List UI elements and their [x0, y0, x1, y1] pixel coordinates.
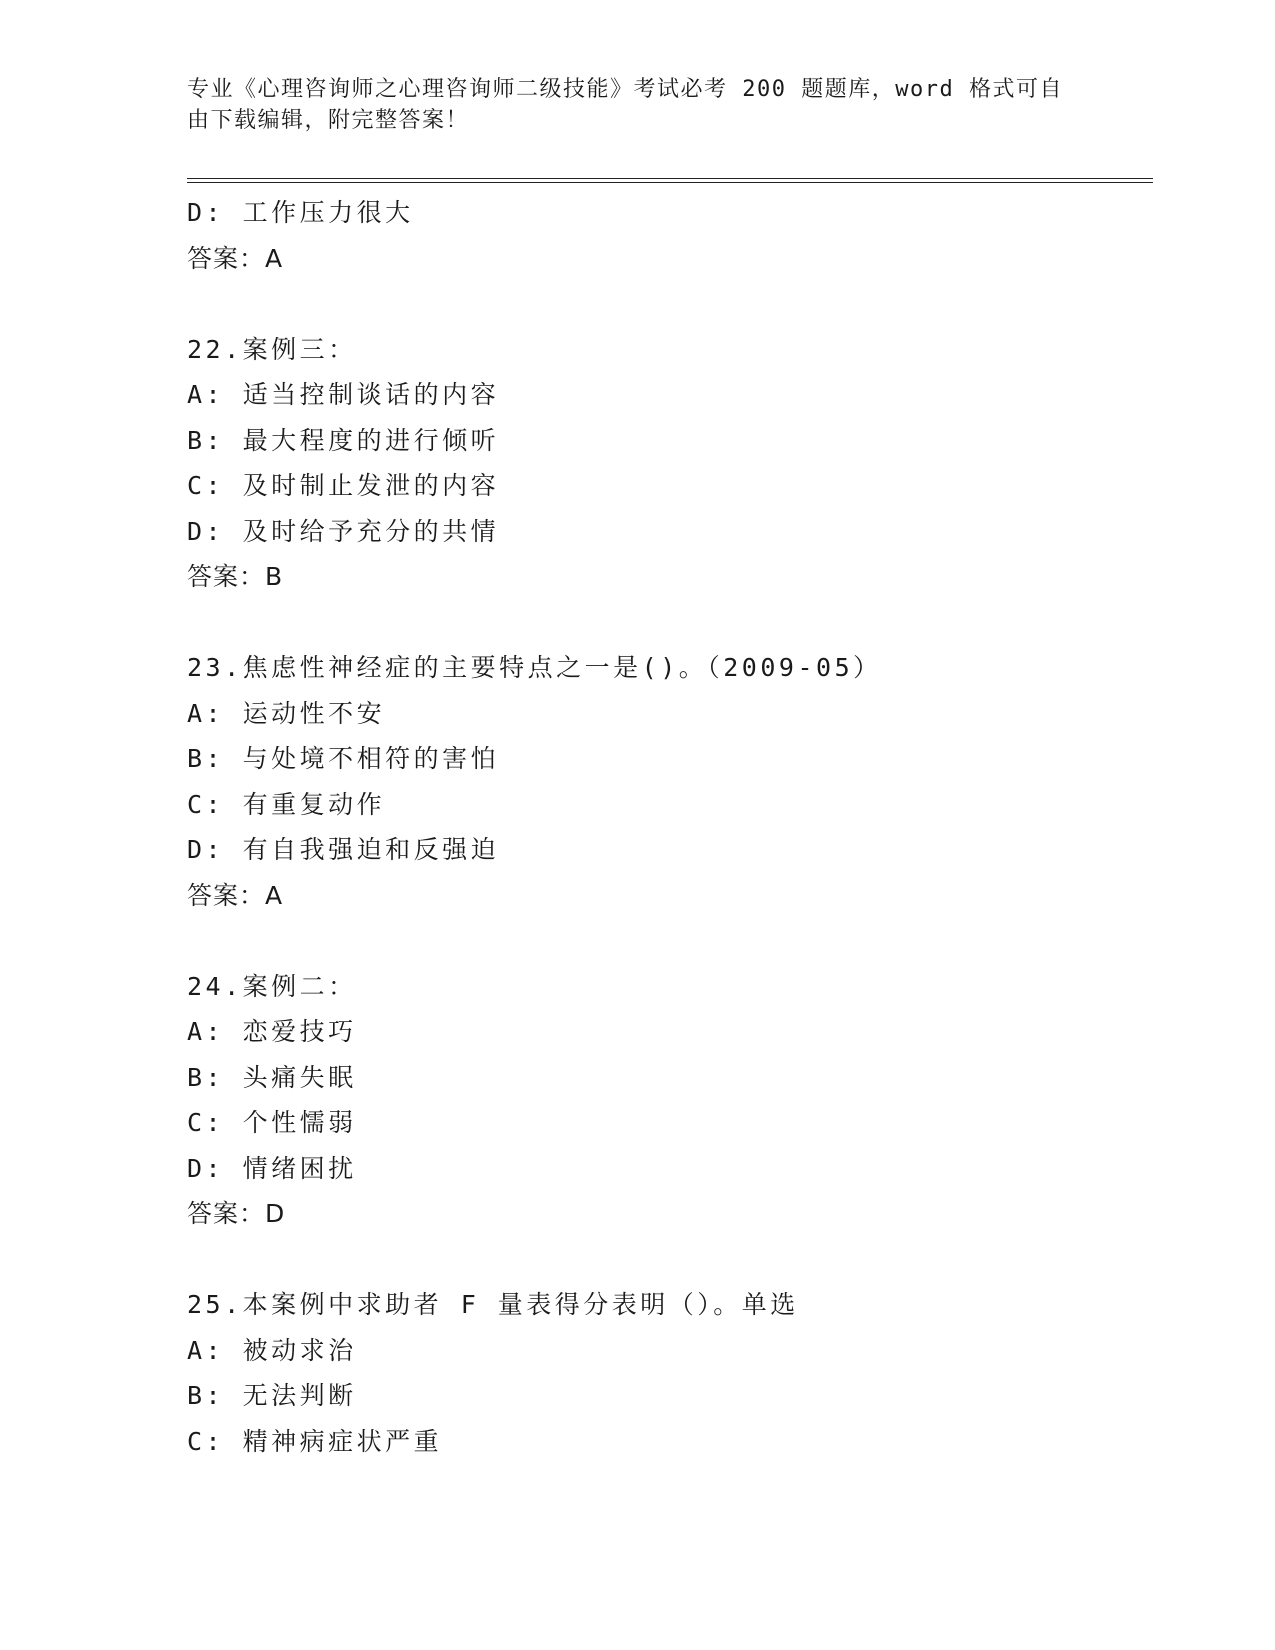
header-divider-bottom	[187, 182, 1153, 183]
header-divider-top	[187, 178, 1153, 179]
option-d: D: 工作压力很大	[187, 198, 414, 227]
question-23	[187, 645, 1147, 918]
option-b: B: 头痛失眠	[187, 1062, 357, 1092]
page-header	[187, 74, 1067, 136]
option-d: D: 及时给予充分的共情	[187, 516, 500, 546]
option-c: C: 精神病症状严重	[187, 1426, 443, 1456]
question-stem: 24.案例二：	[187, 971, 357, 1001]
header-line-1: 专业《心理咨询师之心理咨询师二级技能》考试必考 200 题题库，word 格式可自	[187, 77, 1063, 102]
option-a: A: 适当控制谈话的内容	[187, 380, 500, 409]
option-a: A: 被动求治	[187, 1335, 357, 1365]
answer-line: 答案：B	[187, 562, 284, 591]
spacer	[187, 1237, 1147, 1283]
spacer	[187, 918, 1147, 964]
answer-line: 答案：A	[187, 243, 284, 273]
question-stem: 22.案例三：	[187, 334, 357, 364]
question-stem: 23.焦虑性神经症的主要特点之一是()。（2009-05）	[187, 653, 882, 682]
option-a: A: 运动性不安	[187, 698, 386, 728]
question-list	[187, 190, 1147, 1464]
option-c: C: 及时制止发泄的内容	[187, 471, 500, 500]
option-d: D: 情绪困扰	[187, 1153, 357, 1183]
option-c: C: 个性懦弱	[187, 1108, 357, 1137]
header-line-2: 由下载编辑，附完整答案！	[187, 108, 470, 133]
question-24	[187, 964, 1147, 1237]
spacer	[187, 281, 1147, 327]
question-stem: 25.本案例中求助者 F 量表得分表明（）。单选	[187, 1290, 799, 1319]
option-b: B: 与处境不相符的害怕	[187, 744, 500, 773]
question-25	[187, 1282, 1147, 1464]
option-a: A: 恋爱技巧	[187, 1017, 357, 1046]
option-d: D: 有自我强迫和反强迫	[187, 835, 500, 864]
option-c: C: 有重复动作	[187, 789, 386, 819]
spacer	[187, 600, 1147, 646]
answer-line: 答案：D	[187, 1199, 286, 1228]
question-22	[187, 327, 1147, 600]
option-b: B: 无法判断	[187, 1381, 357, 1410]
question-21-tail	[187, 190, 1147, 281]
option-b: B: 最大程度的进行倾听	[187, 425, 500, 455]
answer-line: 答案：A	[187, 880, 284, 910]
